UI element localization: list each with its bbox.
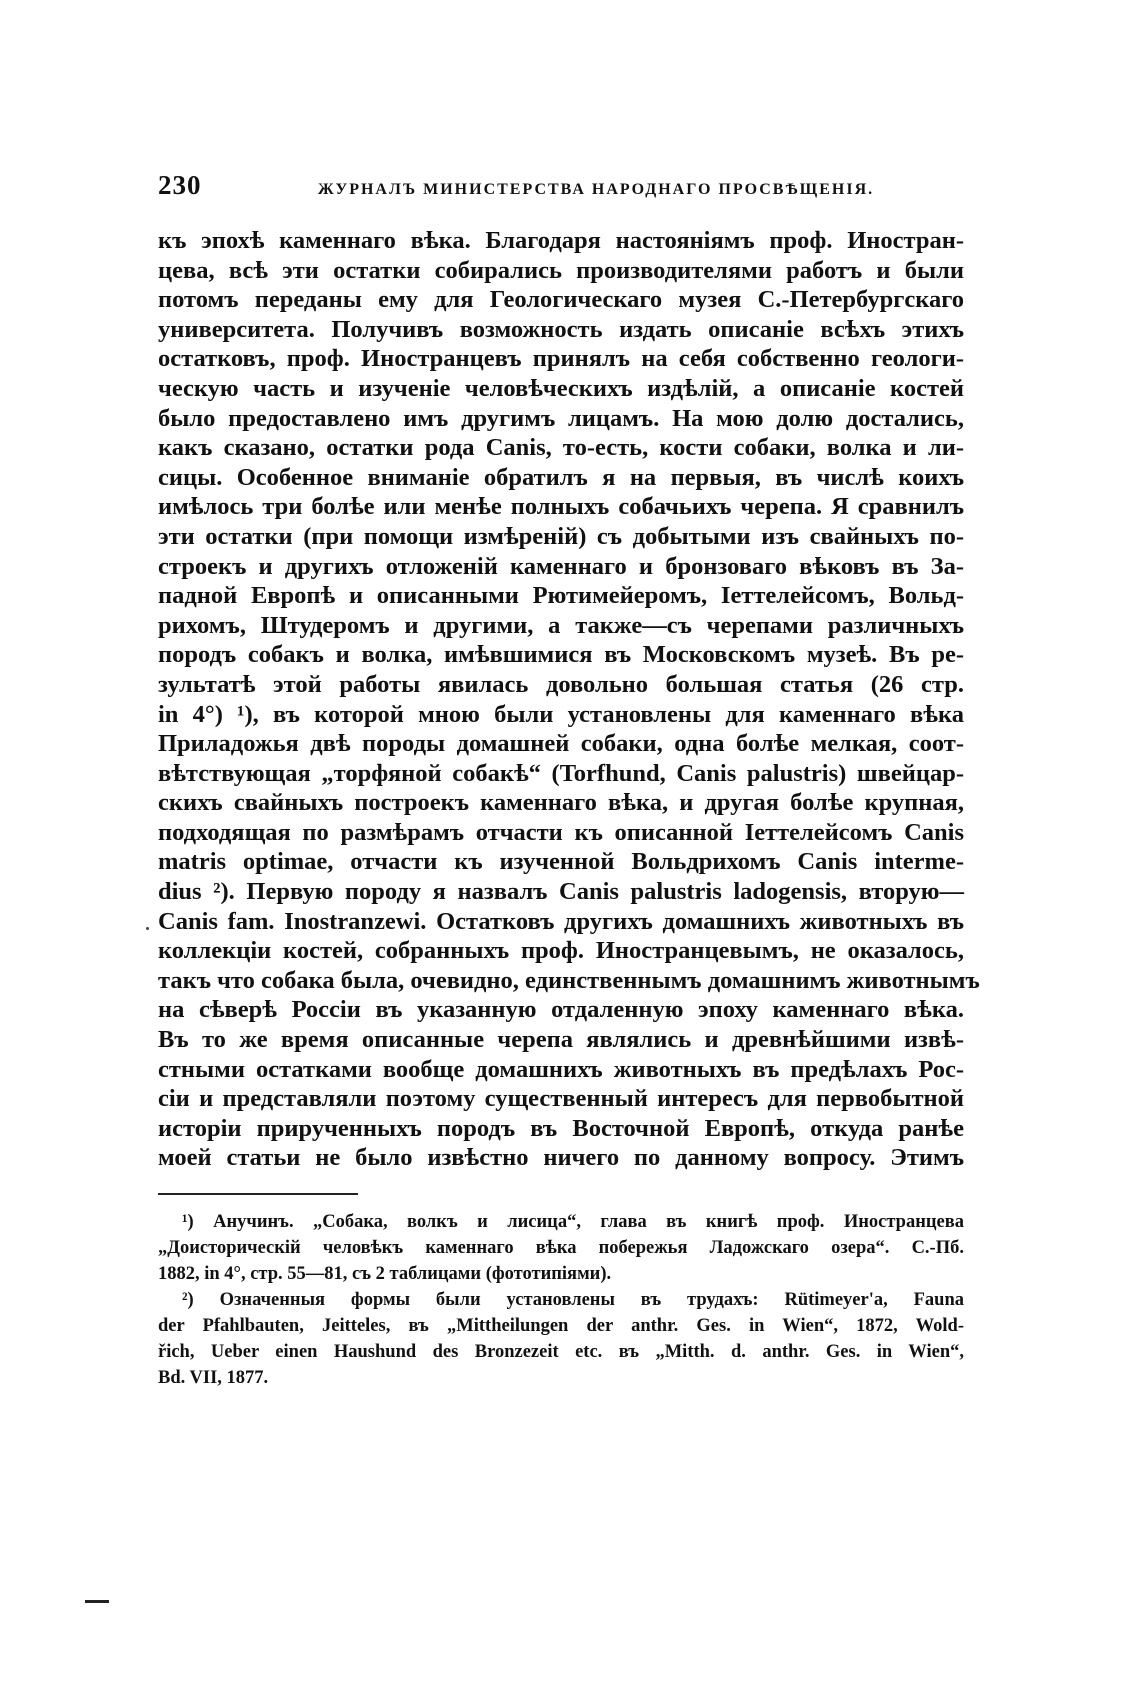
footnote-2: [158, 1287, 964, 1391]
footnote-line: der Pfahlbauten, Jeitteles, въ „Mittheilungen der anthr. Ges. in Wien“, 1872, Wold-: [158, 1316, 964, 1336]
text-line: подходящая по размѣрамъ отчасти къ описанной Іеттелейсомъ Canis: [158, 818, 964, 846]
footnote-line: Bd. VII, 1877.: [158, 1368, 269, 1388]
running-head: ЖУРНАЛЪ МИНИСТЕРСТВА НАРОДНАГО ПРОСВѢЩЕНІЯ.: [317, 181, 875, 198]
footnote-1: [158, 1209, 964, 1287]
footnote-line: ¹) Анучинъ. „Собака, волкъ и лисица“, глава въ книгѣ проф. Иностранцева: [182, 1212, 964, 1232]
page-header: [158, 170, 964, 214]
text-line: Canis fam. Inostranzewi. Остатковъ другихъ домашнихъ животныхъ въ: [158, 907, 964, 935]
text-line: такъ что собака была, очевидно, единственнымъ домашнимъ животнымъ: [158, 966, 980, 994]
page-number: 230: [158, 170, 202, 200]
text-line: строекъ и другихъ отложеній каменнаго и бронзоваго вѣковъ въ За-: [158, 552, 964, 580]
text-line: исторіи прирученныхъ породъ въ Восточной Европѣ, откуда ранѣе: [158, 1114, 964, 1142]
footnote-line: ²) Означенныя формы были установлены въ трудахъ: Rütimeyer'а, Fauna: [182, 1290, 964, 1310]
text-line: остатковъ, проф. Иностранцевъ принялъ на себя собственно геологи-: [158, 345, 964, 373]
text-line: скихъ свайныхъ построекъ каменнаго вѣка, и другая болѣе крупная,: [158, 789, 964, 817]
text-line: рихомъ, Штудеромъ и другими, а также—съ черепами различныхъ: [158, 611, 964, 639]
text-line: Приладожья двѣ породы домашней собаки, одна болѣе мелкая, соот-: [158, 730, 964, 758]
text-line: сицы. Особенное вниманіе обратилъ я на первыя, въ числѣ коихъ: [158, 463, 964, 491]
text-line: ческую часть и изученіе человѣческихъ издѣлій, а описаніе костей: [158, 374, 964, 402]
text-line: вѣтствующая „торфяной собакѣ“ (Torfhund, Canis palustris) швейцар-: [158, 759, 964, 787]
footnote-rule: [158, 1193, 358, 1195]
text-line: потомъ переданы ему для Геологическаго музея С.-Петербургскаго: [158, 286, 964, 314]
book-page: [158, 170, 980, 1391]
footnote-line: „Доисторическій человѣкъ каменнаго вѣка побережья Ладожскаго озера“. С.-Пб.: [158, 1238, 964, 1258]
text-line: на сѣверѣ Россіи въ указанную отдаленную эпоху каменнаго вѣка.: [158, 996, 964, 1024]
text-line: in 4°) ¹), въ которой мною были установлены для каменнаго вѣка: [158, 700, 964, 728]
text-line: падной Европѣ и описанными Рютимейеромъ, Іеттелейсомъ, Вольд-: [158, 582, 964, 610]
text-line: сіи и представляли поэтому существенный интересъ для первобытной: [158, 1085, 964, 1113]
margin-mark: [146, 927, 149, 930]
text-line: dius ²). Первую породу я назвалъ Canis palustris ladogensis, вторую—: [158, 878, 964, 906]
text-line: университета. Получивъ возможность издать описаніе всѣхъ этихъ: [158, 315, 964, 343]
text-line: matris optimae, отчасти къ изученной Вольдрихомъ Canis interme-: [158, 848, 964, 876]
text-line: цева, всѣ эти остатки собирались производителями работъ и были: [158, 256, 964, 284]
text-line: было предоставлено имъ другимъ лицамъ. На мою долю достались,: [158, 404, 964, 432]
footnote-line: 1882, in 4°, стр. 55—81, съ 2 таблицами (фототипіями).: [158, 1264, 612, 1284]
text-line: стными остатками вообще домашнихъ животныхъ въ предѣлахъ Рос-: [158, 1055, 964, 1083]
margin-dash: [85, 1600, 109, 1603]
text-line: породъ собакъ и волка, имѣвшимися въ Московскомъ музеѣ. Въ ре-: [158, 641, 964, 669]
footnote-line: řich, Ueber einen Haushund des Bronzezeit etc. въ „Mitth. d. anthr. Ges. in Wien“,: [158, 1342, 964, 1362]
text-line: зультатѣ этой работы явилась довольно большая статья (26 стр.: [158, 670, 964, 698]
text-line: коллекціи костей, собранныхъ проф. Иностранцевымъ, не оказалось,: [158, 937, 964, 965]
text-line: имѣлось три болѣе или менѣе полныхъ собачьихъ черепа. Я сравнилъ: [158, 493, 964, 521]
text-line: моей статьи не было извѣстно ничего по данному вопросу. Этимъ: [158, 1144, 964, 1172]
text-line: къ эпохѣ каменнаго вѣка. Благодаря настояніямъ проф. Иностран-: [158, 227, 964, 254]
text-line: Въ то же время описанные черепа являлись и древнѣйшими извѣ-: [158, 1026, 964, 1054]
text-line: эти остатки (при помощи измѣреній) съ добытыми изъ свайныхъ по-: [158, 522, 964, 550]
text-line: какъ сказано, остатки рода Canis, то-есть, кости собаки, волка и ли-: [158, 434, 964, 462]
body-text: [158, 226, 980, 1173]
footnotes: [158, 1209, 964, 1391]
